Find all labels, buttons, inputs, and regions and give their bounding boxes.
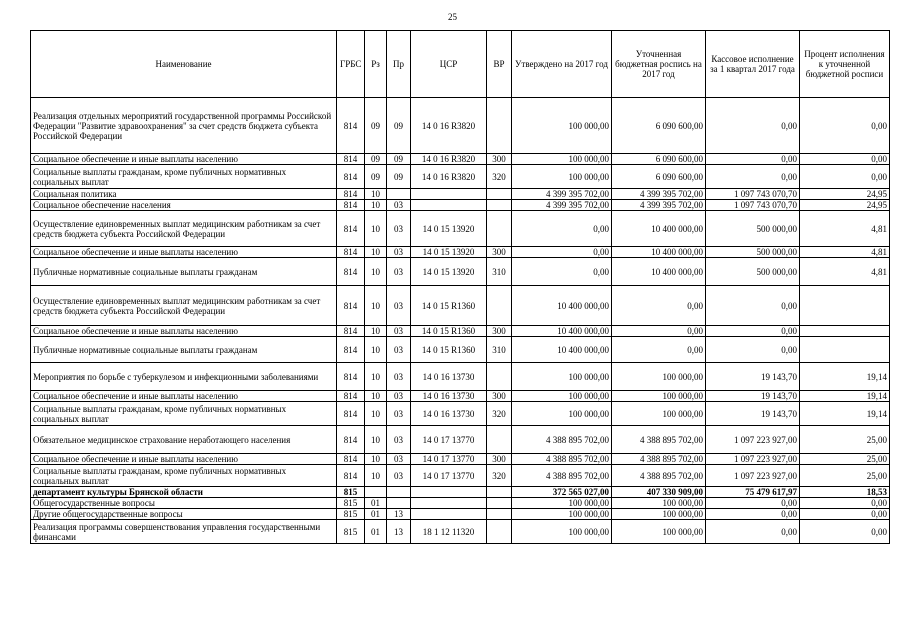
cell-percent: 19,14 [800, 391, 890, 402]
header-pr: Пр [387, 31, 411, 98]
cell-refined: 0,00 [612, 286, 706, 326]
header-percent: Процент исполнения к уточненной бюджетной росписи [800, 31, 890, 98]
cell-name: Социальное обеспечение и иные выплаты населению [31, 326, 337, 337]
cell-rz: 10 [365, 363, 387, 391]
cell-percent: 0,00 [800, 498, 890, 509]
cell-vr: 300 [487, 391, 512, 402]
cell-cash: 0,00 [706, 498, 800, 509]
cell-cash: 1 097 223 927,00 [706, 465, 800, 487]
cell-csr [411, 498, 487, 509]
table-row [31, 165, 890, 189]
cell-grbs: 814 [337, 391, 365, 402]
cell-refined: 6 090 600,00 [612, 98, 706, 154]
cell-percent: 0,00 [800, 154, 890, 165]
cell-grbs: 815 [337, 498, 365, 509]
cell-refined: 0,00 [612, 337, 706, 363]
cell-percent: 25,00 [800, 426, 890, 454]
cell-csr: 14 0 15 R1360 [411, 326, 487, 337]
cell-name: Другие общегосударственные вопросы [31, 509, 337, 520]
budget-execution-table [30, 30, 890, 544]
cell-csr: 14 0 17 13770 [411, 454, 487, 465]
cell-cash: 0,00 [706, 154, 800, 165]
cell-csr [411, 189, 487, 200]
cell-cash: 500 000,00 [706, 258, 800, 286]
cell-approved: 372 565 027,00 [512, 487, 612, 498]
cell-vr: 310 [487, 258, 512, 286]
cell-pr: 03 [387, 247, 411, 258]
cell-name: Социальное обеспечение и иные выплаты населению [31, 154, 337, 165]
cell-rz: 10 [365, 454, 387, 465]
cell-rz: 10 [365, 200, 387, 211]
cell-pr: 03 [387, 200, 411, 211]
cell-vr [487, 200, 512, 211]
cell-name: Реализация программы совершенствования управления государственными финансами [31, 520, 337, 544]
cell-refined: 100 000,00 [612, 363, 706, 391]
cell-approved: 4 399 395 702,00 [512, 200, 612, 211]
cell-percent: 19,14 [800, 363, 890, 391]
cell-pr: 09 [387, 154, 411, 165]
cell-cash: 0,00 [706, 98, 800, 154]
cell-rz: 10 [365, 326, 387, 337]
header-refined: Уточненная бюджетная роспись на 2017 год [612, 31, 706, 98]
table-row [31, 402, 890, 426]
cell-rz: 10 [365, 286, 387, 326]
cell-refined: 100 000,00 [612, 498, 706, 509]
cell-approved: 100 000,00 [512, 509, 612, 520]
cell-rz: 01 [365, 509, 387, 520]
cell-approved: 100 000,00 [512, 154, 612, 165]
cell-vr [487, 426, 512, 454]
cell-name: Социальная политика [31, 189, 337, 200]
cell-vr [487, 509, 512, 520]
cell-rz: 10 [365, 189, 387, 200]
cell-cash: 0,00 [706, 326, 800, 337]
cell-csr: 14 0 15 R1360 [411, 286, 487, 326]
cell-refined: 6 090 600,00 [612, 154, 706, 165]
cell-grbs: 814 [337, 426, 365, 454]
cell-cash: 0,00 [706, 165, 800, 189]
cell-percent: 0,00 [800, 509, 890, 520]
cell-pr: 03 [387, 402, 411, 426]
table-row [31, 154, 890, 165]
cell-approved: 4 388 895 702,00 [512, 454, 612, 465]
table-row [31, 487, 890, 498]
cell-grbs: 814 [337, 189, 365, 200]
cell-approved: 100 000,00 [512, 520, 612, 544]
cell-pr: 13 [387, 509, 411, 520]
header-vr: ВР [487, 31, 512, 98]
cell-pr: 03 [387, 258, 411, 286]
table-row [31, 498, 890, 509]
cell-pr: 03 [387, 337, 411, 363]
cell-csr: 14 0 16 13730 [411, 402, 487, 426]
cell-rz: 10 [365, 337, 387, 363]
cell-vr: 320 [487, 465, 512, 487]
cell-cash: 1 097 223 927,00 [706, 454, 800, 465]
cell-rz [365, 487, 387, 498]
cell-csr: 14 0 16 R3820 [411, 165, 487, 189]
cell-percent [800, 286, 890, 326]
cell-grbs: 814 [337, 211, 365, 247]
cell-approved: 100 000,00 [512, 402, 612, 426]
cell-grbs: 814 [337, 337, 365, 363]
cell-grbs: 814 [337, 402, 365, 426]
cell-percent: 19,14 [800, 402, 890, 426]
table-row [31, 326, 890, 337]
cell-pr: 13 [387, 520, 411, 544]
cell-rz: 10 [365, 258, 387, 286]
cell-name: Мероприятия по борьбе с туберкулезом и инфекционными заболеваниями [31, 363, 337, 391]
cell-percent: 4,81 [800, 211, 890, 247]
cell-vr [487, 498, 512, 509]
cell-csr [411, 509, 487, 520]
cell-refined: 407 330 909,00 [612, 487, 706, 498]
table-row [31, 520, 890, 544]
table-row [31, 426, 890, 454]
header-rz: Рз [365, 31, 387, 98]
table-header-row [31, 31, 890, 98]
table-row [31, 286, 890, 326]
cell-percent [800, 326, 890, 337]
cell-name: Социальные выплаты гражданам, кроме публичных нормативных социальных выплат [31, 465, 337, 487]
cell-grbs: 814 [337, 165, 365, 189]
cell-grbs: 814 [337, 154, 365, 165]
cell-vr [487, 211, 512, 247]
cell-rz: 10 [365, 247, 387, 258]
cell-refined: 4 388 895 702,00 [612, 454, 706, 465]
cell-grbs: 815 [337, 487, 365, 498]
cell-refined: 100 000,00 [612, 402, 706, 426]
cell-vr [487, 520, 512, 544]
cell-rz: 09 [365, 165, 387, 189]
cell-pr [387, 189, 411, 200]
cell-pr [387, 498, 411, 509]
table-row [31, 465, 890, 487]
header-csr: ЦСР [411, 31, 487, 98]
table-row [31, 98, 890, 154]
table-row [31, 211, 890, 247]
cell-vr [487, 363, 512, 391]
cell-cash: 19 143,70 [706, 391, 800, 402]
cell-percent: 24,95 [800, 189, 890, 200]
cell-cash: 1 097 743 070,70 [706, 200, 800, 211]
cell-name: Реализация отдельных мероприятий государственной программы Российской Федерации "Развитие здравоохранения" за счет средств бюджета субъекта Российской Федерации [31, 98, 337, 154]
cell-vr: 300 [487, 326, 512, 337]
table-row [31, 247, 890, 258]
cell-grbs: 814 [337, 465, 365, 487]
cell-vr: 300 [487, 154, 512, 165]
cell-name: Публичные нормативные социальные выплаты гражданам [31, 337, 337, 363]
cell-approved: 10 400 000,00 [512, 286, 612, 326]
cell-cash: 500 000,00 [706, 247, 800, 258]
cell-csr: 14 0 15 13920 [411, 258, 487, 286]
cell-csr: 18 1 12 11320 [411, 520, 487, 544]
cell-approved: 100 000,00 [512, 363, 612, 391]
cell-grbs: 814 [337, 258, 365, 286]
cell-percent: 25,00 [800, 465, 890, 487]
cell-refined: 100 000,00 [612, 391, 706, 402]
cell-vr: 300 [487, 247, 512, 258]
table-row [31, 189, 890, 200]
cell-pr: 03 [387, 426, 411, 454]
cell-percent: 24,95 [800, 200, 890, 211]
cell-csr: 14 0 15 13920 [411, 211, 487, 247]
table-row [31, 391, 890, 402]
cell-approved: 4 388 895 702,00 [512, 426, 612, 454]
table-row [31, 509, 890, 520]
cell-approved: 10 400 000,00 [512, 326, 612, 337]
cell-grbs: 814 [337, 286, 365, 326]
header-cash: Кассовое исполнение за 1 квартал 2017 года [706, 31, 800, 98]
cell-name: Осуществление единовременных выплат медицинским работникам за счет средств бюджета субъекта Российской Федерации [31, 211, 337, 247]
cell-csr: 14 0 17 13770 [411, 465, 487, 487]
cell-cash: 1 097 223 927,00 [706, 426, 800, 454]
cell-percent: 4,81 [800, 247, 890, 258]
cell-percent: 0,00 [800, 98, 890, 154]
cell-vr: 320 [487, 402, 512, 426]
cell-grbs: 814 [337, 363, 365, 391]
cell-name: Общегосударственные вопросы [31, 498, 337, 509]
cell-pr: 09 [387, 165, 411, 189]
cell-approved: 0,00 [512, 211, 612, 247]
cell-cash: 75 479 617,97 [706, 487, 800, 498]
cell-csr: 14 0 17 13770 [411, 426, 487, 454]
cell-name: Социальные выплаты гражданам, кроме публичных нормативных социальных выплат [31, 402, 337, 426]
cell-rz: 10 [365, 465, 387, 487]
cell-name: Социальное обеспечение и иные выплаты населению [31, 454, 337, 465]
header-grbs: ГРБС [337, 31, 365, 98]
cell-name: Осуществление единовременных выплат медицинским работникам за счет средств бюджета субъекта Российской Федерации [31, 286, 337, 326]
table-row [31, 258, 890, 286]
cell-csr: 14 0 16 13730 [411, 363, 487, 391]
cell-rz: 10 [365, 426, 387, 454]
cell-refined: 0,00 [612, 326, 706, 337]
cell-grbs: 815 [337, 509, 365, 520]
cell-csr: 14 0 16 R3820 [411, 98, 487, 154]
cell-csr: 14 0 16 R3820 [411, 154, 487, 165]
cell-refined: 4 388 895 702,00 [612, 465, 706, 487]
cell-rz: 09 [365, 98, 387, 154]
cell-cash: 500 000,00 [706, 211, 800, 247]
cell-approved: 100 000,00 [512, 165, 612, 189]
cell-refined: 10 400 000,00 [612, 258, 706, 286]
cell-cash: 0,00 [706, 509, 800, 520]
cell-csr: 14 0 15 13920 [411, 247, 487, 258]
cell-refined: 4 399 395 702,00 [612, 200, 706, 211]
cell-vr [487, 487, 512, 498]
cell-approved: 100 000,00 [512, 498, 612, 509]
cell-approved: 0,00 [512, 258, 612, 286]
cell-cash: 1 097 743 070,70 [706, 189, 800, 200]
page-number: 25 [448, 12, 457, 22]
cell-pr: 09 [387, 98, 411, 154]
cell-grbs: 814 [337, 200, 365, 211]
cell-name: Социальное обеспечение населения [31, 200, 337, 211]
cell-vr: 310 [487, 337, 512, 363]
cell-approved: 4 388 895 702,00 [512, 465, 612, 487]
table-row [31, 337, 890, 363]
cell-refined: 4 388 895 702,00 [612, 426, 706, 454]
cell-csr: 14 0 15 R1360 [411, 337, 487, 363]
cell-csr [411, 487, 487, 498]
cell-refined: 100 000,00 [612, 520, 706, 544]
cell-rz: 10 [365, 211, 387, 247]
cell-refined: 10 400 000,00 [612, 211, 706, 247]
cell-pr [387, 487, 411, 498]
cell-pr: 03 [387, 211, 411, 247]
cell-refined: 4 399 395 702,00 [612, 189, 706, 200]
cell-approved: 4 399 395 702,00 [512, 189, 612, 200]
cell-percent: 25,00 [800, 454, 890, 465]
cell-approved: 100 000,00 [512, 98, 612, 154]
cell-rz: 01 [365, 520, 387, 544]
cell-refined: 6 090 600,00 [612, 165, 706, 189]
cell-vr: 300 [487, 454, 512, 465]
cell-csr [411, 200, 487, 211]
cell-refined: 10 400 000,00 [612, 247, 706, 258]
cell-name: Социальные выплаты гражданам, кроме публичных нормативных социальных выплат [31, 165, 337, 189]
table-row [31, 454, 890, 465]
cell-name: Обязательное медицинское страхование неработающего населения [31, 426, 337, 454]
cell-percent [800, 337, 890, 363]
cell-percent: 0,00 [800, 165, 890, 189]
cell-pr: 03 [387, 286, 411, 326]
cell-pr: 03 [387, 454, 411, 465]
cell-csr: 14 0 16 13730 [411, 391, 487, 402]
cell-name: Социальное обеспечение и иные выплаты населению [31, 391, 337, 402]
cell-cash: 0,00 [706, 520, 800, 544]
cell-cash: 0,00 [706, 286, 800, 326]
cell-name: Публичные нормативные социальные выплаты гражданам [31, 258, 337, 286]
cell-grbs: 815 [337, 520, 365, 544]
cell-rz: 10 [365, 391, 387, 402]
table-row [31, 200, 890, 211]
header-name: Наименование [31, 31, 337, 98]
cell-approved: 0,00 [512, 247, 612, 258]
cell-rz: 10 [365, 402, 387, 426]
cell-vr [487, 189, 512, 200]
cell-percent: 18,53 [800, 487, 890, 498]
cell-rz: 09 [365, 154, 387, 165]
cell-grbs: 814 [337, 98, 365, 154]
cell-grbs: 814 [337, 247, 365, 258]
table-row [31, 363, 890, 391]
cell-vr [487, 98, 512, 154]
cell-cash: 19 143,70 [706, 402, 800, 426]
cell-cash: 19 143,70 [706, 363, 800, 391]
cell-name: департамент культуры Брянской области [31, 487, 337, 498]
cell-cash: 0,00 [706, 337, 800, 363]
cell-approved: 100 000,00 [512, 391, 612, 402]
cell-rz: 01 [365, 498, 387, 509]
cell-refined: 100 000,00 [612, 509, 706, 520]
cell-vr [487, 286, 512, 326]
cell-name: Социальное обеспечение и иные выплаты населению [31, 247, 337, 258]
cell-vr: 320 [487, 165, 512, 189]
cell-percent: 0,00 [800, 520, 890, 544]
cell-grbs: 814 [337, 326, 365, 337]
cell-pr: 03 [387, 391, 411, 402]
cell-pr: 03 [387, 363, 411, 391]
cell-grbs: 814 [337, 454, 365, 465]
cell-approved: 10 400 000,00 [512, 337, 612, 363]
cell-percent: 4,81 [800, 258, 890, 286]
header-approved: Утверждено на 2017 год [512, 31, 612, 98]
cell-pr: 03 [387, 465, 411, 487]
table-body [31, 98, 890, 544]
cell-pr: 03 [387, 326, 411, 337]
